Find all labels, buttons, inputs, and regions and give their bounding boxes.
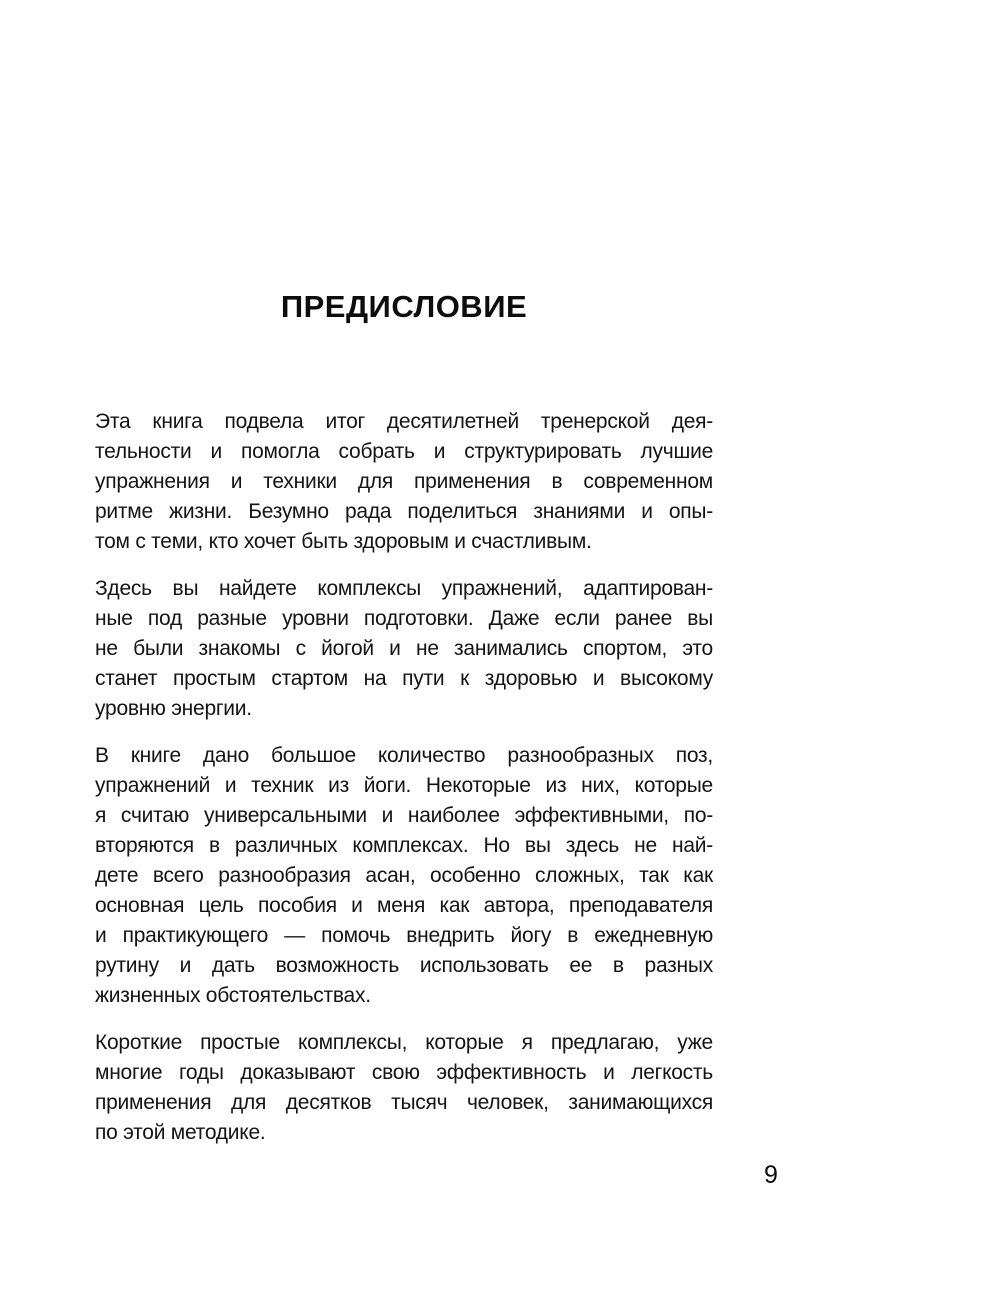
- text-line: Эта книга подвела итог десятилетней тренерской дея-: [95, 410, 713, 433]
- text-line: не были знакомы с йогой и не занимались спортом, это: [95, 637, 713, 660]
- text-line: рутину и дать возможность использовать ее в разных: [95, 954, 713, 977]
- text-line: основная цель пособия и меня как автора, преподавателя: [95, 894, 713, 917]
- text-line: применения для десятков тысяч человек, занимающихся: [95, 1091, 713, 1114]
- paragraph: [95, 1028, 713, 1148]
- body-text: [95, 407, 713, 1165]
- paragraph: [95, 407, 713, 557]
- text-line: упражнения и техники для применения в современном: [95, 470, 713, 493]
- text-line: В книге дано большое количество разнообразных поз,: [95, 744, 713, 767]
- text-line: вторяются в различных комплексах. Но вы здесь не най-: [95, 834, 713, 857]
- chapter-title: ПРЕДИСЛОВИЕ: [280, 289, 528, 324]
- text-line: упражнений и техник из йоги. Некоторые из них, которые: [95, 774, 713, 797]
- paragraph: [95, 741, 713, 1011]
- text-line: ные под разные уровни подготовки. Даже если ранее вы: [95, 607, 713, 630]
- paragraph: [95, 574, 713, 724]
- page-number: 9: [764, 1161, 778, 1189]
- text-line: ритме жизни. Безумно рада поделиться знаниями и опы-: [95, 500, 713, 523]
- text-line: станет простым стартом на пути к здоровью и высокому: [95, 667, 713, 690]
- text-line: уровню энергии.: [95, 697, 252, 720]
- text-line: дете всего разнообразия асан, особенно сложных, так как: [95, 864, 713, 887]
- text-line: и практикующего — помочь внедрить йогу в ежедневную: [95, 924, 713, 947]
- text-line: Короткие простые комплексы, которые я предлагаю, уже: [95, 1031, 713, 1054]
- text-line: том с теми, кто хочет быть здоровым и счастливым.: [95, 530, 592, 553]
- text-line: тельности и помогла собрать и структурировать лучшие: [95, 440, 713, 463]
- text-line: я считаю универсальными и наиболее эффективными, по-: [95, 804, 713, 827]
- text-line: Здесь вы найдете комплексы упражнений, адаптирован-: [95, 577, 713, 600]
- text-line: по этой методике.: [95, 1121, 266, 1144]
- text-line: жизненных обстоятельствах.: [95, 984, 371, 1007]
- text-line: многие годы доказывают свою эффективность и легкость: [95, 1061, 713, 1084]
